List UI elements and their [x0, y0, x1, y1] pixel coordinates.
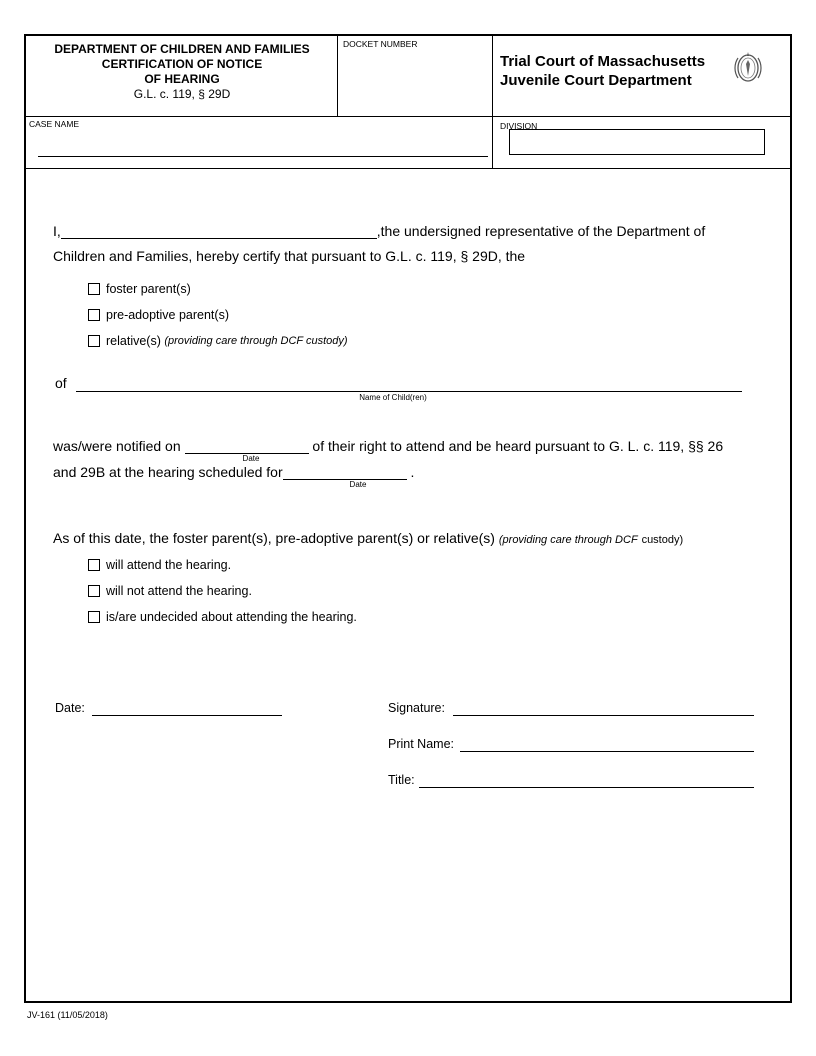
form-id: JV-161 (11/05/2018): [27, 1010, 108, 1020]
undecided-checkbox[interactable]: [88, 611, 100, 623]
attendance-intro-note: (providing care through DCF: [498, 534, 638, 546]
of-label: of: [55, 375, 67, 391]
case-name-input[interactable]: [38, 156, 488, 157]
court-line-1: Trial Court of Massachusetts: [500, 53, 706, 70]
header-divider-1: [337, 36, 338, 116]
foster-parent-label: foster parent(s): [106, 282, 191, 296]
dept-line-1: DEPARTMENT OF CHILDREN AND FAMILIES: [54, 42, 310, 56]
division-input[interactable]: [509, 129, 765, 155]
certify-line-1: [53, 223, 705, 239]
child-name-caption: Name of Child(ren): [359, 393, 427, 402]
attendance-intro-text: As of this date, the foster parent(s), pre-adoptive parent(s) or relative(s): [53, 530, 495, 546]
division-label: DIVISION: [500, 121, 538, 131]
attendance-intro-note-end: custody): [641, 534, 684, 546]
hearing-date-input[interactable]: [283, 465, 407, 480]
notified-date-input[interactable]: [185, 439, 309, 454]
date-label: Date:: [55, 701, 85, 715]
statute-reference: G.L. c. 119, § 29D: [133, 87, 231, 101]
undecided-label: is/are undecided about attending the hearing.: [106, 610, 357, 624]
attendance-intro: [53, 530, 683, 546]
option-will-not-attend: [88, 584, 252, 598]
docket-number-label: DOCKET NUMBER: [343, 39, 418, 49]
foster-parent-checkbox[interactable]: [88, 283, 100, 295]
certify-line-1-suffix: ,the undersigned representative of the Department of: [376, 223, 706, 239]
notice-line-2-prefix: and 29B at the hearing scheduled for: [53, 464, 283, 480]
dept-line-2: CERTIFICATION OF NOTICE: [101, 57, 263, 71]
massachusetts-seal-icon: [732, 50, 764, 86]
relative-label: relative(s): [106, 334, 161, 348]
will-attend-label: will attend the hearing.: [106, 558, 232, 572]
child-name-input[interactable]: [76, 391, 742, 392]
signature-date-input[interactable]: [92, 715, 282, 716]
will-attend-checkbox[interactable]: [88, 559, 100, 571]
case-name-label: CASE NAME: [29, 119, 80, 129]
option-relative: [88, 334, 348, 348]
notified-date-caption: Date: [242, 454, 260, 463]
option-undecided: [88, 610, 357, 624]
department-title: [28, 42, 336, 102]
title-input[interactable]: [419, 787, 754, 788]
print-name-input[interactable]: [460, 751, 754, 752]
court-line-2: Juvenile Court Department: [500, 72, 692, 89]
option-foster-parent: [88, 282, 191, 296]
option-pre-adoptive-parent: [88, 308, 229, 322]
will-not-attend-label: will not attend the hearing.: [106, 584, 252, 598]
case-section-rule: [26, 168, 790, 169]
will-not-attend-checkbox[interactable]: [88, 585, 100, 597]
pre-adoptive-parent-checkbox[interactable]: [88, 309, 100, 321]
print-name-label: Print Name:: [388, 737, 454, 751]
option-will-attend: [88, 558, 231, 572]
court-name: [500, 52, 705, 90]
signature-input[interactable]: [453, 715, 754, 716]
docket-number-field[interactable]: [340, 50, 488, 112]
title-label: Title:: [388, 773, 415, 787]
dept-line-3: OF HEARING: [144, 72, 220, 86]
relative-checkbox[interactable]: [88, 335, 100, 347]
relative-note: (providing care through DCF custody): [164, 335, 348, 347]
notice-line-2: [53, 464, 414, 480]
certify-line-2: Children and Families, hereby certify that pursuant to G.L. c. 119, § 29D, the: [53, 248, 526, 264]
hearing-date-caption: Date: [349, 480, 367, 489]
header-divider-2: [492, 36, 493, 168]
i-prefix: I,: [53, 223, 61, 239]
representative-name-input[interactable]: [61, 224, 377, 239]
signature-label: Signature:: [388, 701, 445, 715]
form-frame: [24, 34, 792, 1003]
pre-adoptive-parent-label: pre-adoptive parent(s): [106, 308, 229, 322]
notice-line-2-suffix: .: [410, 464, 415, 480]
header-bottom-rule: [26, 116, 790, 117]
notice-line-1: [53, 438, 723, 454]
notice-line-1-prefix: was/were notified on: [53, 438, 181, 454]
notice-line-1-suffix: of their right to attend and be heard pursuant to G. L. c. 119, §§ 26: [312, 438, 724, 454]
